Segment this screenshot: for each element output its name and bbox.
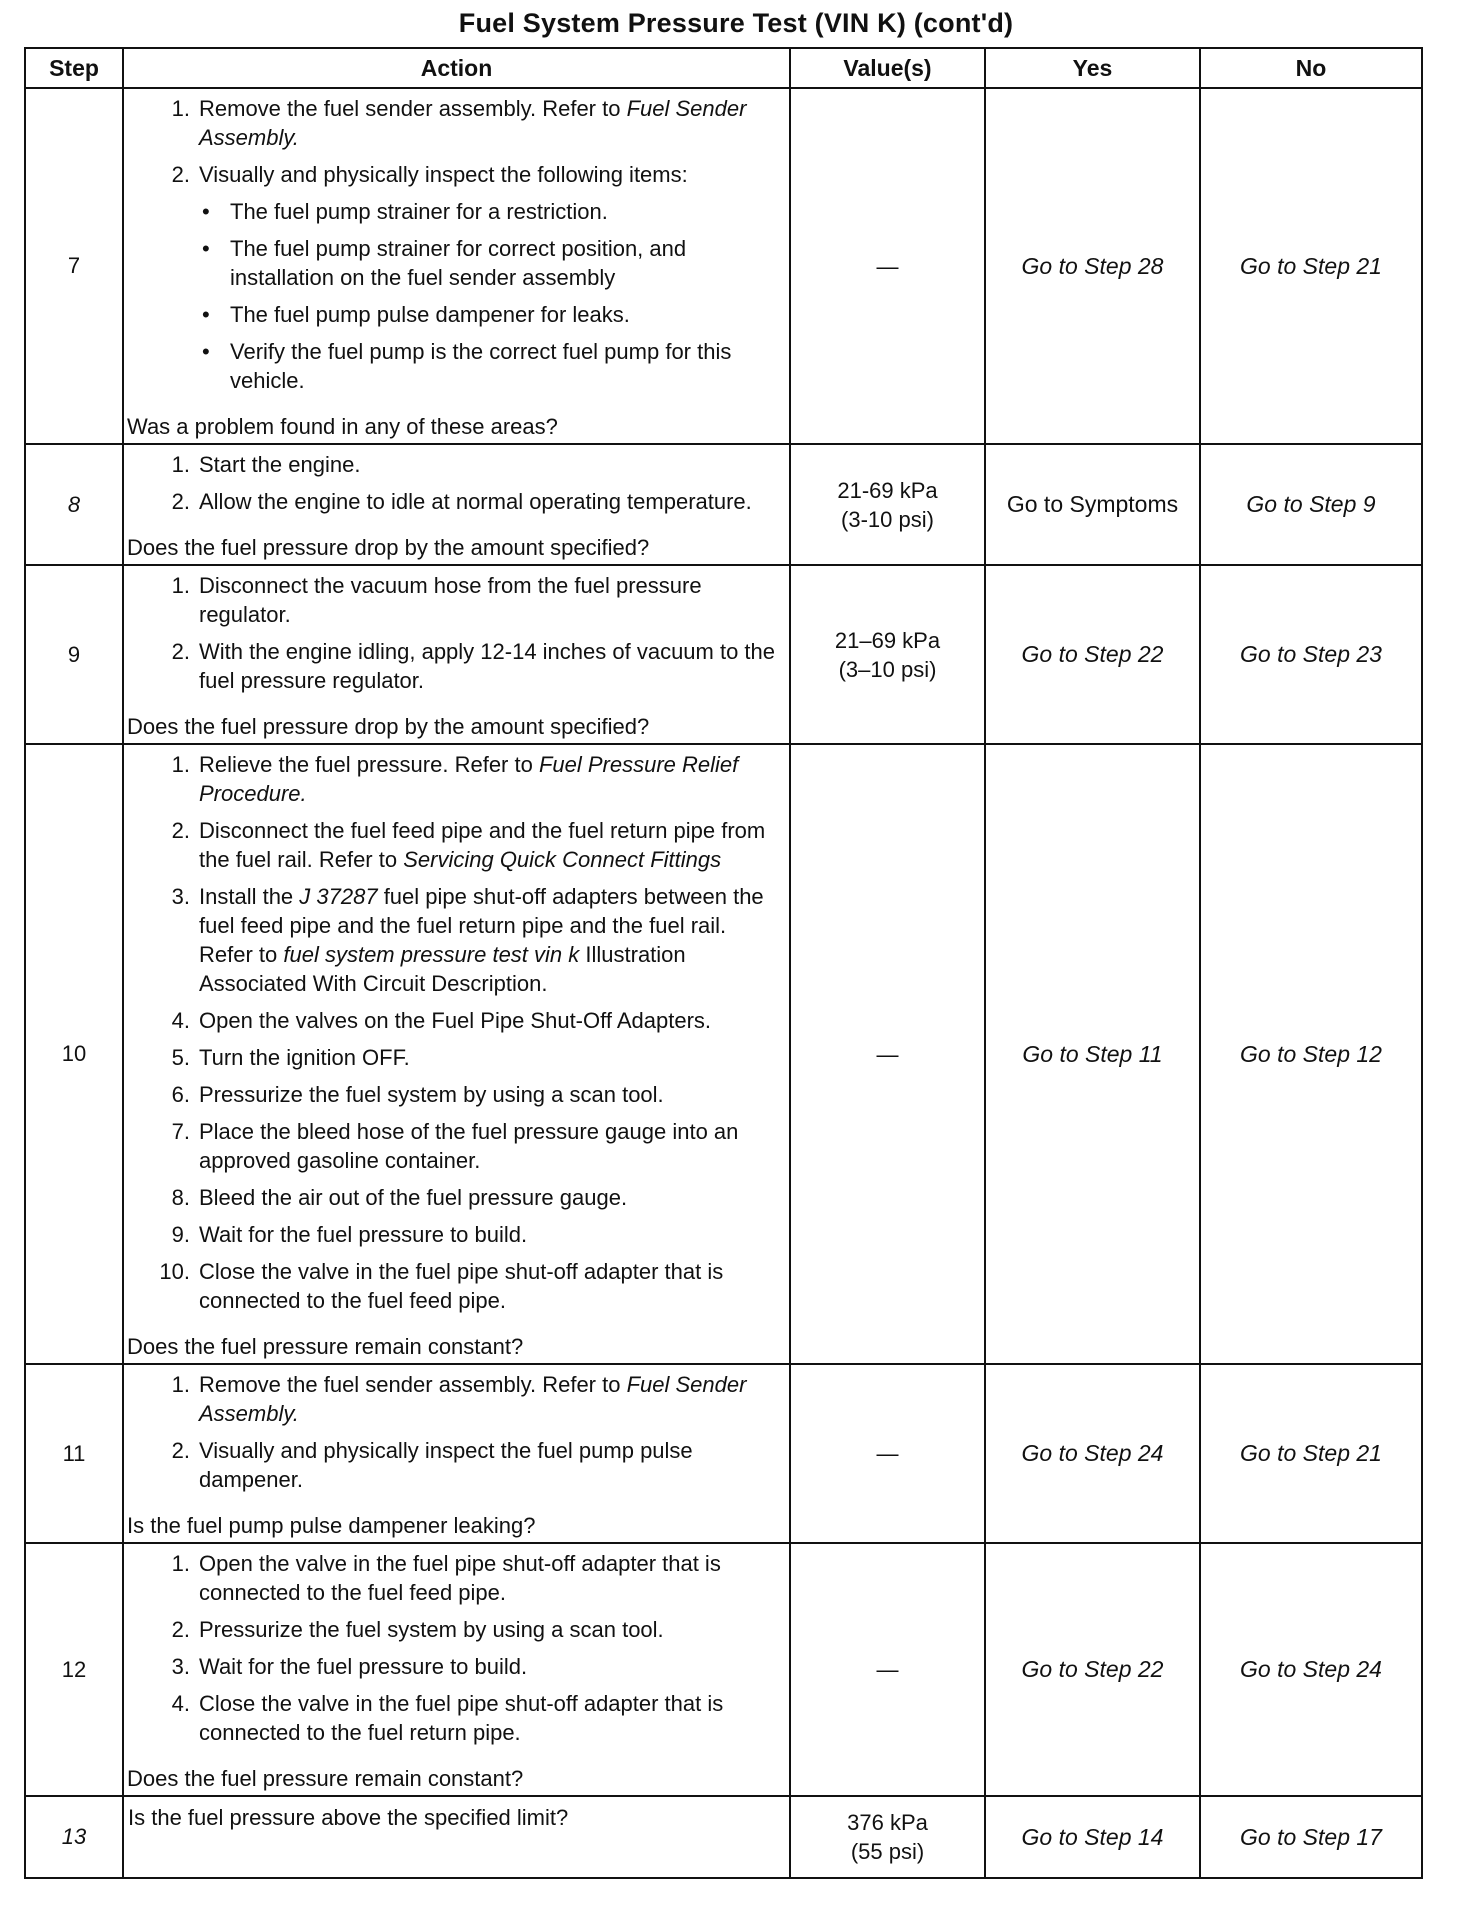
no-link[interactable]: Go to Step 17 [1200, 1796, 1422, 1878]
reference-link[interactable]: Fuel Pressure Relief Procedure. [199, 752, 739, 806]
value-psi: (3-10 psi) [841, 506, 934, 532]
item-text: Remove the fuel sender assembly. Refer to [199, 1372, 627, 1397]
item-number: 1. [171, 752, 190, 777]
no-link[interactable]: Go to Step 24 [1200, 1543, 1422, 1796]
value-cell [790, 1796, 985, 1878]
action-item: 3. Install the J 37287 fuel pipe shut-off adapters between the fuel feed pipe and the fuel return pipe and the fuel rail. Refer to fuel system pressure test vin k Illustration Associated With Circuit Description. [132, 882, 781, 998]
item-text: Visually and physically inspect the following items: [199, 162, 688, 187]
table-row-step-13 [25, 1796, 1422, 1878]
action-cell [123, 1543, 790, 1796]
item-number: 1. [171, 452, 190, 477]
value-kpa: 21–69 kPa [834, 627, 941, 653]
step-question: Is the fuel pump pulse dampener leaking? [127, 1513, 536, 1538]
item-number: 1. [171, 1372, 190, 1397]
item-number: 1. [171, 96, 190, 121]
action-item [132, 1370, 781, 1428]
bullet-item: • The fuel pump strainer for a restriction. [202, 199, 608, 224]
value-kpa: 376 kPa [847, 1810, 928, 1835]
item-number: 3. [171, 884, 190, 909]
yes-link[interactable]: Go to Step 22 [985, 1543, 1200, 1796]
reference-link[interactable]: Fuel Sender Assembly. [199, 96, 747, 150]
value-cell: — [790, 744, 985, 1364]
item-text: Remove the fuel sender assembly. Refer to [199, 96, 627, 121]
table-header-row [25, 48, 1422, 88]
header-no: No [1200, 48, 1422, 88]
value-cell [790, 565, 985, 744]
value-psi: (3–10 psi) [838, 656, 937, 682]
table-row-step-10 [25, 744, 1422, 1364]
header-yes: Yes [985, 48, 1200, 88]
step-number: 11 [25, 1364, 123, 1543]
value-cell: — [790, 1543, 985, 1796]
step-question: Does the fuel pressure remain constant? [127, 1334, 524, 1359]
bullet-item: • Verify the fuel pump is the correct fuel pump for this vehicle. [202, 339, 732, 393]
table-row-step-11 [25, 1364, 1422, 1543]
yes-link[interactable]: Go to Step 11 [985, 744, 1200, 1364]
action-item: 6. Pressurize the fuel system by using a scan tool. [171, 1082, 664, 1107]
item-number: 2. [171, 162, 190, 187]
step-question: Does the fuel pressure remain constant? [127, 1766, 524, 1791]
yes-link[interactable]: Go to Symptoms [985, 444, 1200, 565]
action-item: 7. Place the bleed hose of the fuel pressure gauge into an approved gasoline container. [171, 1119, 739, 1173]
item-text: Disconnect the fuel feed pipe and the fuel return pipe from the fuel rail. Refer to [199, 818, 766, 872]
no-link[interactable]: Go to Step 21 [1200, 88, 1422, 444]
no-link[interactable]: Go to Step 12 [1200, 744, 1422, 1364]
table-row-step-12 [25, 1543, 1422, 1796]
yes-link[interactable]: Go to Step 24 [985, 1364, 1200, 1543]
step-number: 13 [25, 1796, 123, 1878]
action-item: 5. Turn the ignition OFF. [171, 1045, 410, 1070]
tool-number: J 37287 [299, 884, 378, 909]
reference-link[interactable]: Fuel Sender Assembly. [199, 1372, 747, 1426]
action-item: 4. Open the valves on the Fuel Pipe Shut-Off Adapters. [171, 1008, 712, 1033]
step-number: 12 [25, 1543, 123, 1796]
action-item: 8. Bleed the air out of the fuel pressure gauge. [171, 1185, 628, 1210]
bullet-item: • The fuel pump strainer for correct position, and installation on the fuel sender assembly [202, 236, 687, 290]
action-item [132, 1436, 781, 1494]
step-question: Is the fuel pressure above the specified limit? [128, 1805, 569, 1830]
value-psi: (55 psi) [850, 1839, 925, 1864]
no-link[interactable]: Go to Step 23 [1200, 565, 1422, 744]
action-item [132, 450, 781, 479]
item-text: Allow the engine to idle at normal operating temperature. [199, 489, 752, 514]
reference-link[interactable]: fuel system pressure test vin k [283, 942, 580, 967]
step-question: Was a problem found in any of these areas? [127, 414, 558, 439]
item-number: 2. [171, 818, 190, 843]
item-text: Visually and physically inspect the fuel pump pulse dampener. [199, 1438, 693, 1492]
action-item: 2. Pressurize the fuel system by using a scan tool. [171, 1617, 664, 1642]
step-question: Does the fuel pressure drop by the amount specified? [127, 535, 650, 560]
step-question: Does the fuel pressure drop by the amount specified? [127, 714, 650, 739]
bullet-icon: • [202, 236, 210, 261]
action-item: 1. Open the valve in the fuel pipe shut-off adapter that is connected to the fuel feed pipe. [171, 1551, 721, 1605]
action-item: 9. Wait for the fuel pressure to build. [171, 1222, 528, 1247]
bullet-icon: • [202, 199, 210, 224]
value-cell: — [790, 1364, 985, 1543]
yes-link[interactable]: Go to Step 14 [985, 1796, 1200, 1878]
bullet-icon: • [202, 339, 210, 364]
item-number: 2. [171, 489, 190, 514]
action-item: 4. Close the valve in the fuel pipe shut-off adapter that is connected to the fuel return pipe. [171, 1691, 724, 1745]
action-cell [123, 1364, 790, 1543]
action-item [132, 637, 781, 695]
item-text: Start the engine. [199, 452, 361, 477]
header-action: Action [123, 48, 790, 88]
item-text: Relieve the fuel pressure. Refer to [199, 752, 539, 777]
yes-link[interactable]: Go to Step 28 [985, 88, 1200, 444]
procedure-table [24, 47, 1423, 1879]
action-item [132, 750, 781, 808]
step-number: 7 [25, 88, 123, 444]
step-number: 9 [25, 565, 123, 744]
item-text: With the engine idling, apply 12-14 inches of vacuum to the fuel pressure regulator. [199, 639, 776, 693]
step-number: 8 [25, 444, 123, 565]
step-number: 10 [25, 744, 123, 1364]
header-step: Step [25, 48, 123, 88]
action-cell [123, 88, 790, 444]
action-item: 3. Wait for the fuel pressure to build. [171, 1654, 528, 1679]
action-item: 10. Close the valve in the fuel pipe shut-off adapter that is connected to the fuel feed pipe. [159, 1259, 724, 1313]
action-cell [123, 1796, 790, 1878]
bullet-icon: • [202, 302, 210, 327]
item-text: Disconnect the vacuum hose from the fuel pressure regulator. [199, 573, 702, 627]
table-row-step-9 [25, 565, 1422, 744]
header-values: Value(s) [790, 48, 985, 88]
action-item [132, 571, 781, 629]
value-cell: — [790, 88, 985, 444]
action-item [132, 160, 781, 189]
no-link[interactable]: Go to Step 21 [1200, 1364, 1422, 1543]
page-title: Fuel System Pressure Test (VIN K) (cont'd) [458, 8, 1014, 38]
table-row-step-8 [25, 444, 1422, 565]
action-item [132, 94, 781, 152]
action-cell [123, 565, 790, 744]
action-item [132, 816, 781, 874]
bullet-item: • The fuel pump pulse dampener for leaks. [202, 302, 630, 327]
yes-link[interactable]: Go to Step 22 [985, 565, 1200, 744]
item-number: 1. [171, 573, 190, 598]
item-number: 2. [171, 639, 190, 664]
action-item [132, 487, 781, 516]
action-cell [123, 444, 790, 565]
action-cell [123, 744, 790, 1364]
no-link[interactable]: Go to Step 9 [1200, 444, 1422, 565]
table-row-step-7 [25, 88, 1422, 444]
item-number: 2. [171, 1438, 190, 1463]
reference-link[interactable]: Servicing Quick Connect Fittings [403, 847, 722, 872]
value-kpa: 21-69 kPa [837, 477, 938, 503]
value-cell [790, 444, 985, 565]
